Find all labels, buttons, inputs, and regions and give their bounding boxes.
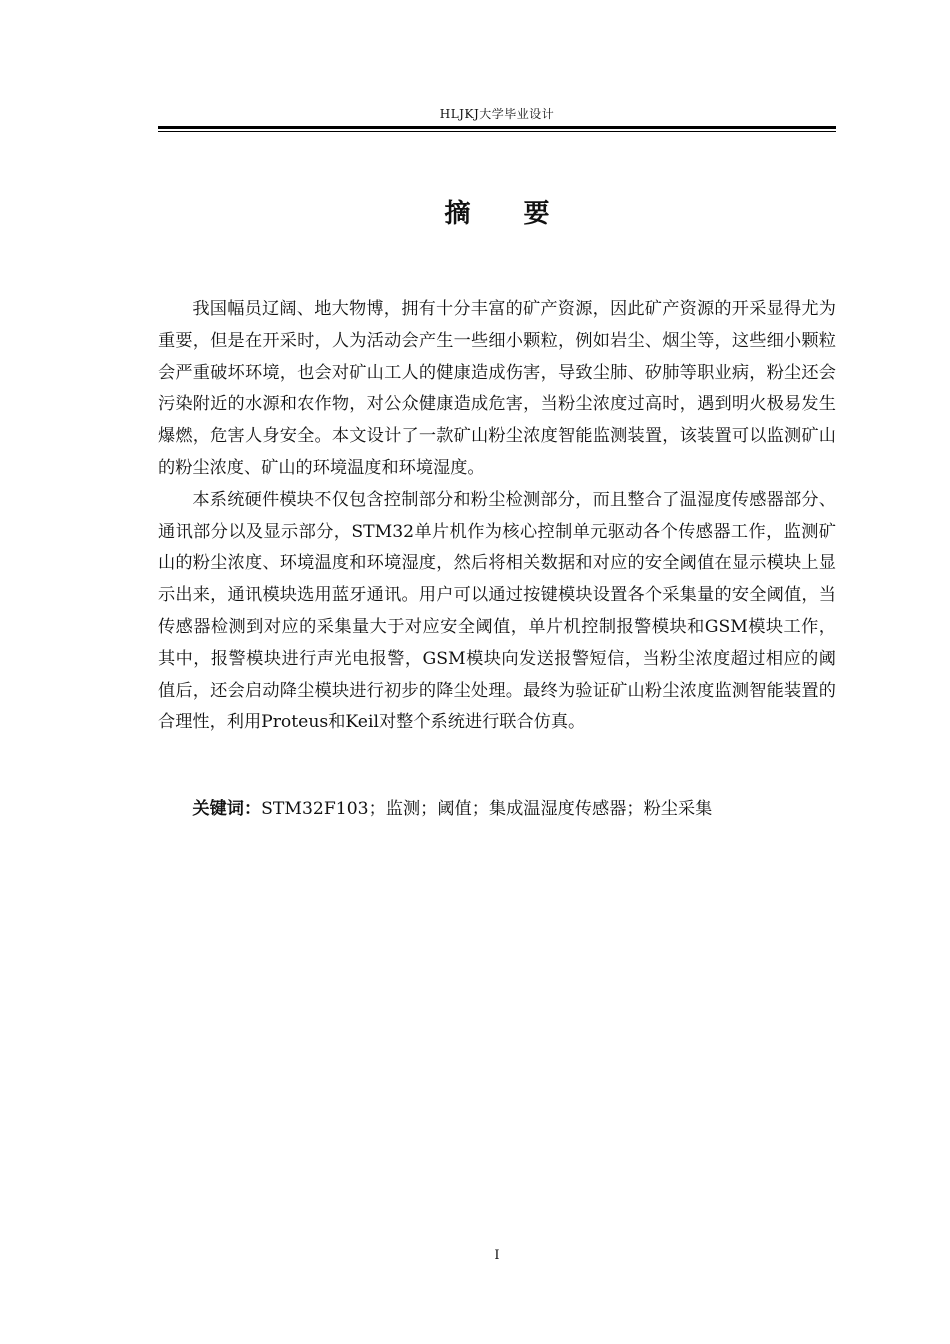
running-header: HLJKJ大学毕业设计	[439, 107, 555, 121]
abstract-title: 摘 要	[444, 199, 572, 229]
page-number: I	[494, 1248, 500, 1263]
abstract-paragraph-2: 本系统硬件模块不仅包含控制部分和粉尘检测部分，而且整合了温湿度传感器部分、通讯部分以及显示部分，STM32单片机作为核心控制单元驱动各个传感器工作，监测矿山的粉尘浓度、环境温度和环境湿度，然后将相关数据和对应的安全阈值在显示模块上显示出来，通讯模块选用蓝牙通讯。用户可以通过按键模块设置各个采集量的安全阈值，当传感器检测到对应的采集量大于对应安全阈值，单片机控制报警模块和GSM模块工作，其中，报警模块进行声光电报警，GSM模块向发送报警短信，当粉尘浓度超过相应的阈值后，还会启动降尘模块进行初步的降尘处理。最终为验证矿山粉尘浓度监测智能装置的合理性，利用Proteus和Keil对整个系统进行联合仿真。	[158, 489, 836, 733]
keywords-text: STM32F103；监测；阈值；集成温湿度传感器；粉尘采集	[261, 799, 713, 819]
keywords-label: 关键词：	[192, 799, 262, 819]
abstract-body	[158, 294, 836, 739]
header-rule-thick	[158, 126, 836, 129]
keywords-line	[158, 794, 836, 826]
header-rule-thin	[158, 131, 836, 132]
abstract-paragraph-1: 我国幅员辽阔、地大物博，拥有十分丰富的矿产资源，因此矿产资源的开采显得尤为重要，但是在开采时，人为活动会产生一些细小颗粒，例如岩尘、烟尘等，这些细小颗粒会严重破坏环境，也会对矿山工人的健康造成伤害，导致尘肺、矽肺等职业病，粉尘还会污染附近的水源和农作物，对公众健康造成危害，当粉尘浓度过高时，遇到明火极易发生爆燃，危害人身安全。本文设计了一款矿山粉尘浓度智能监测装置，该装置可以监测矿山的粉尘浓度、矿山的环境温度和环境湿度。	[158, 299, 836, 478]
